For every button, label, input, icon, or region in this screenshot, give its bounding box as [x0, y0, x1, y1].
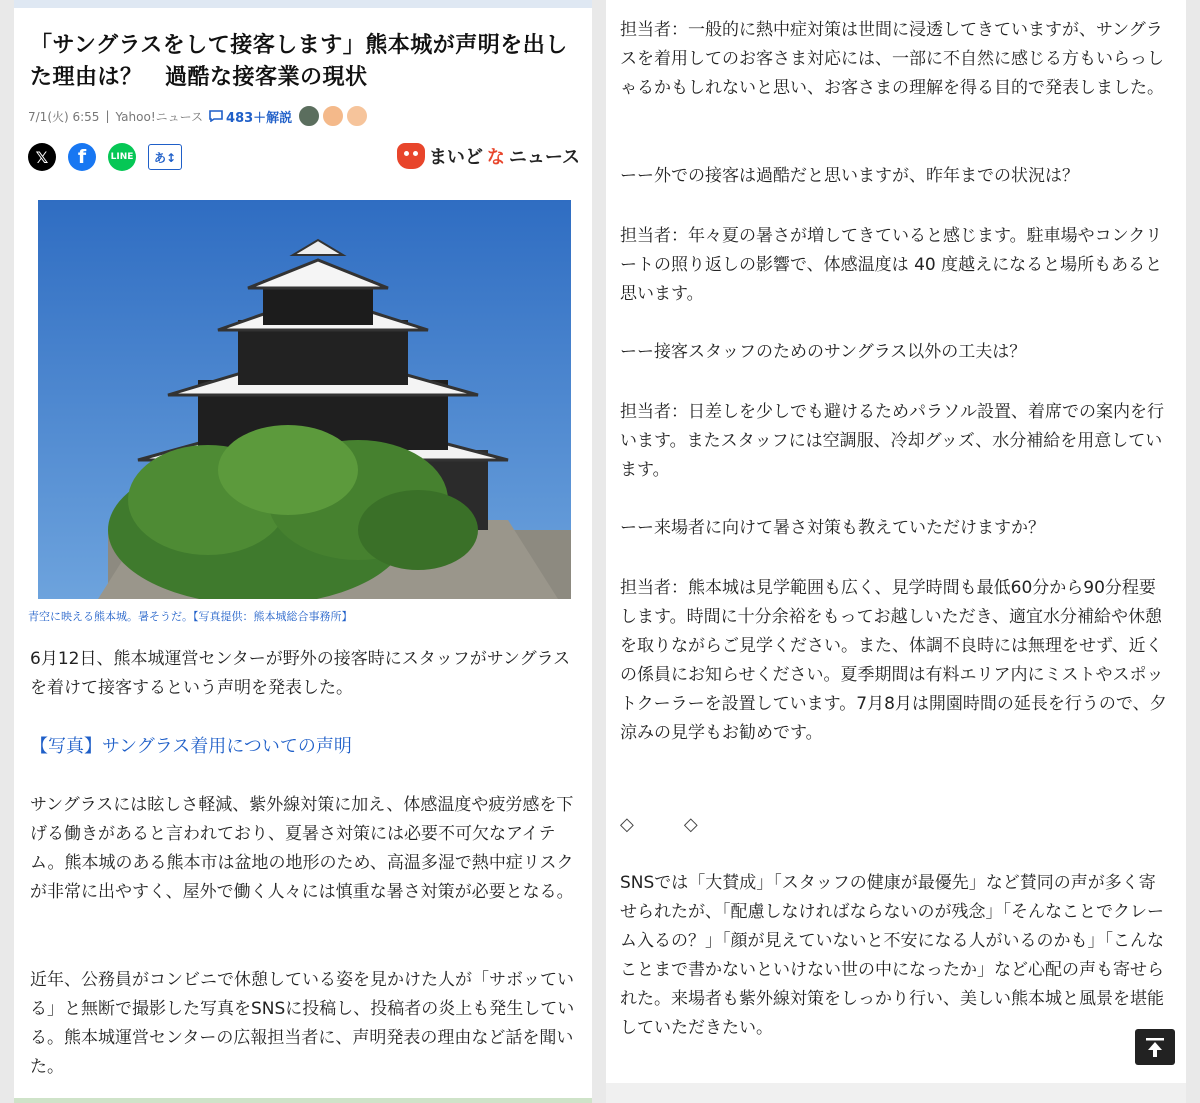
section-divider: ◇ ◇ [620, 814, 714, 835]
article-right-page [606, 0, 1186, 1103]
bottom-strip [14, 1098, 592, 1103]
question-2: ーー接客スタッフのためのサングラス以外の工夫は？ [620, 342, 1027, 362]
share-x-button[interactable]: 𝕏 [28, 143, 56, 171]
share-facebook-button[interactable]: f [68, 143, 96, 171]
brand-logo[interactable] [397, 143, 580, 169]
meta-divider: | [105, 109, 110, 123]
answer-paragraph-3: 担当者：日差しを少しでも避けるためパラソル設置、着席での案内を行います。またスタッフには空調服、冷却グッズ、水分補給を用意しています。 [620, 402, 1164, 480]
article-title: 「サングラスをして接客します」熊本城が声明を出した理由は？ 過酷な接客業の現状 [30, 33, 568, 90]
article-left-page [14, 0, 592, 1103]
share-bar [28, 143, 182, 171]
top-strip [14, 0, 592, 8]
brand-prefix: まいど [428, 147, 483, 168]
closing-paragraph: SNSでは「大賛成」「スタッフの健康が最優先」など賛同の声が多く寄せられたが、「配慮しなければならないのが残念」「そんなことでクレーム入るの？」「顔が見えていないと不安になる人がいるのかも」「こんなことまで書かないといけない世の中になったか」など心配の声も寄せられた。来場者も紫外線対策をしっかり行い、美しい熊本城と風景を堪能していただきたい。 [620, 873, 1164, 1038]
answer-paragraph-4: 担当者：熊本城は見学範囲も広く、見学時間も最低60分から90分程要します。時間に十分余裕をもってお越しいただき、適宜水分補給や休憩を取りながらご見学ください。また、体調不良時には無理をせず、近くの係員にお知らせください。夏季期間は有料エリア内にミストやスポットクーラーを設置しています。7月8月は開園時間の延長を行うので、夕涼みの見学もお勧めです。 [620, 578, 1167, 743]
brand-suffix: ニュース [508, 147, 580, 168]
scroll-to-top-button[interactable] [1135, 1029, 1175, 1065]
comment-icon [209, 110, 223, 122]
font-size-button[interactable]: あ↕ [148, 144, 182, 170]
avatar [322, 105, 344, 127]
photo-statement-link[interactable]: 【写真】サングラス着用についての声明 [30, 736, 352, 757]
cat-mascot-icon [397, 143, 425, 169]
castle-illustration [38, 200, 571, 599]
article-date: 7/1(火) 6:55 [28, 109, 100, 124]
article-paragraph-1: 6月12日、熊本城運営センターが野外の接客時にスタッフがサングラスを着けて接客するという声明を発表した。 [30, 649, 571, 698]
article-source: Yahoo!ニュース [115, 109, 204, 124]
article-paragraph-3: 近年、公務員がコンビニで休憩している姿を見かけた人が「サボッている」と無断で撮影した写真をSNSに投稿し、投稿者の炎上も発生している。熊本城運営センターの広報担当者に、声明発表の理由など話を聞いた。 [30, 970, 575, 1077]
avatar [298, 105, 320, 127]
answer-paragraph-1: 担当者：一般的に熱中症対策は世間に浸透してきていますが、サングラスを着用してのお客さま対応には、一部に不自然に感じる方もいらっしゃるかもしれないと思い、お客さまの理解を得る目的で発表しました。 [620, 20, 1164, 98]
question-1: ーー外での接客は過酷だと思いますが、昨年までの状況は？ [620, 166, 1079, 186]
avatar [346, 105, 368, 127]
arrow-up-to-top-icon [1143, 1035, 1167, 1059]
article-paragraph-2: サングラスには眩しさ軽減、紫外線対策に加え、体感温度や疲労感を下げる働きがあると言われており、夏暑さ対策には必要不可欠なアイテム。熊本城のある熊本市は盆地の地形のため、高温多湿で熱中症リスクが非常に出やすく、屋外で働く人々には慎重な暑さ対策が必要となる。 [30, 795, 574, 902]
castle-photo[interactable] [38, 200, 571, 599]
comments-count: 483＋解説 [226, 110, 293, 126]
share-line-button[interactable]: LINE [108, 143, 136, 171]
question-3: ーー来場者に向けて暑さ対策も教えていただけますか？ [620, 518, 1045, 538]
article-meta [28, 106, 368, 126]
photo-caption: 青空に映える熊本城。暑そうだ。【写真提供：熊本城総合事務所】 [28, 610, 353, 623]
comments-link[interactable] [209, 107, 292, 126]
answer-paragraph-2: 担当者：年々夏の暑さが増してきていると感じます。駐車場やコンクリートの照り返しの影響で、体感温度は 40 度越えになると場所もあると思います。 [620, 226, 1163, 304]
brand-accent: な [486, 147, 505, 168]
bottom-nav-strip [606, 1083, 1186, 1103]
